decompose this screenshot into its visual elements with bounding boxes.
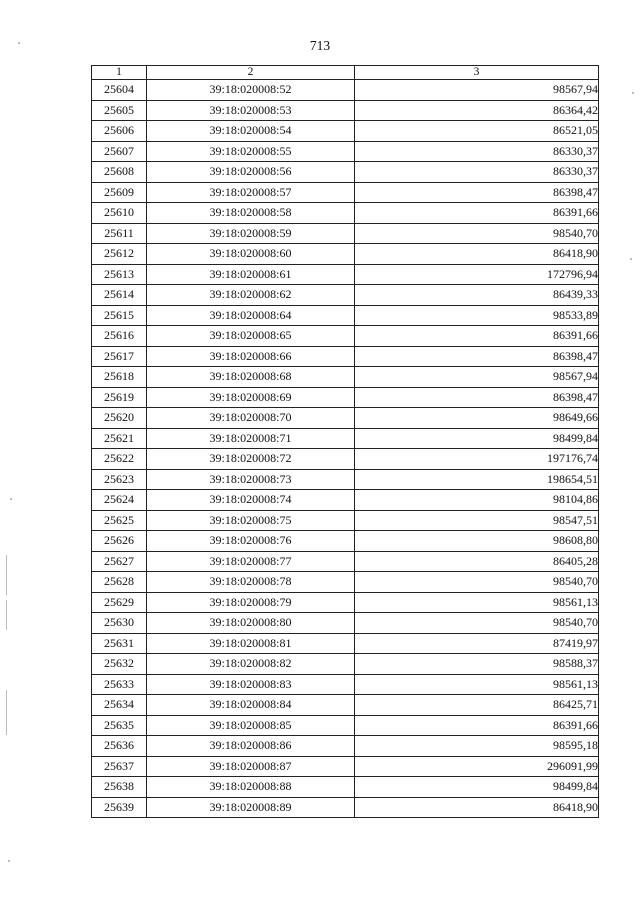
cadastral-value: 98588,37 bbox=[355, 654, 599, 675]
cadastral-value: 86398,47 bbox=[355, 182, 599, 203]
cadastral-number: 39:18:020008:52 bbox=[147, 80, 355, 101]
cadastral-number: 39:18:020008:88 bbox=[147, 777, 355, 798]
cadastral-number: 39:18:020008:89 bbox=[147, 797, 355, 818]
table-row bbox=[92, 674, 599, 695]
cadastral-number: 39:18:020008:73 bbox=[147, 469, 355, 490]
cadastral-number: 39:18:020008:64 bbox=[147, 305, 355, 326]
table-row bbox=[92, 428, 599, 449]
cadastral-number: 39:18:020008:77 bbox=[147, 551, 355, 572]
parcel-number: 25610 bbox=[92, 203, 147, 224]
table-row bbox=[92, 551, 599, 572]
land-parcel-table bbox=[91, 65, 599, 818]
table-row bbox=[92, 736, 599, 757]
table-body bbox=[92, 80, 599, 818]
cadastral-value: 98567,94 bbox=[355, 80, 599, 101]
cadastral-number: 39:18:020008:79 bbox=[147, 592, 355, 613]
parcel-number: 25605 bbox=[92, 100, 147, 121]
cadastral-number: 39:18:020008:74 bbox=[147, 490, 355, 511]
scan-margin-mark bbox=[6, 555, 7, 595]
parcel-number: 25609 bbox=[92, 182, 147, 203]
parcel-number: 25621 bbox=[92, 428, 147, 449]
cadastral-number: 39:18:020008:80 bbox=[147, 613, 355, 634]
cadastral-number: 39:18:020008:82 bbox=[147, 654, 355, 675]
parcel-number: 25628 bbox=[92, 572, 147, 593]
cadastral-value: 98499,84 bbox=[355, 777, 599, 798]
table-row bbox=[92, 654, 599, 675]
page-number: 713 bbox=[309, 38, 331, 53]
cadastral-number: 39:18:020008:65 bbox=[147, 326, 355, 347]
table-row bbox=[92, 531, 599, 552]
table-row bbox=[92, 387, 599, 408]
cadastral-value: 98104,86 bbox=[355, 490, 599, 511]
parcel-number: 25637 bbox=[92, 756, 147, 777]
scan-margin-mark bbox=[6, 690, 7, 735]
cadastral-number: 39:18:020008:58 bbox=[147, 203, 355, 224]
cadastral-number: 39:18:020008:71 bbox=[147, 428, 355, 449]
cadastral-number: 39:18:020008:83 bbox=[147, 674, 355, 695]
cadastral-number: 39:18:020008:84 bbox=[147, 695, 355, 716]
cadastral-value: 98649,66 bbox=[355, 408, 599, 429]
parcel-number: 25631 bbox=[92, 633, 147, 654]
cadastral-value: 98533,89 bbox=[355, 305, 599, 326]
cadastral-number: 39:18:020008:72 bbox=[147, 449, 355, 470]
scan-speck bbox=[632, 92, 634, 94]
cadastral-number: 39:18:020008:60 bbox=[147, 244, 355, 265]
table-row bbox=[92, 100, 599, 121]
table-row bbox=[92, 244, 599, 265]
scan-margin-mark bbox=[6, 600, 7, 630]
table-header bbox=[92, 66, 599, 80]
cadastral-value: 98540,70 bbox=[355, 613, 599, 634]
cadastral-value: 86405,28 bbox=[355, 551, 599, 572]
scan-speck bbox=[8, 860, 10, 862]
cadastral-number: 39:18:020008:78 bbox=[147, 572, 355, 593]
table-row bbox=[92, 182, 599, 203]
cadastral-number: 39:18:020008:55 bbox=[147, 141, 355, 162]
table-row bbox=[92, 141, 599, 162]
cadastral-value: 98561,13 bbox=[355, 674, 599, 695]
table-row bbox=[92, 326, 599, 347]
cadastral-number: 39:18:020008:59 bbox=[147, 223, 355, 244]
cadastral-value: 197176,74 bbox=[355, 449, 599, 470]
scan-speck bbox=[10, 498, 12, 500]
parcel-number: 25633 bbox=[92, 674, 147, 695]
cadastral-value: 98540,70 bbox=[355, 572, 599, 593]
cadastral-value: 98608,80 bbox=[355, 531, 599, 552]
table-row bbox=[92, 162, 599, 183]
cadastral-number: 39:18:020008:61 bbox=[147, 264, 355, 285]
cadastral-value: 86521,05 bbox=[355, 121, 599, 142]
cadastral-number: 39:18:020008:57 bbox=[147, 182, 355, 203]
parcel-number: 25627 bbox=[92, 551, 147, 572]
cadastral-value: 87419,97 bbox=[355, 633, 599, 654]
cadastral-value: 98547,51 bbox=[355, 510, 599, 531]
cadastral-number: 39:18:020008:75 bbox=[147, 510, 355, 531]
parcel-number: 25607 bbox=[92, 141, 147, 162]
parcel-number: 25614 bbox=[92, 285, 147, 306]
table-row bbox=[92, 777, 599, 798]
table-row bbox=[92, 305, 599, 326]
cadastral-number: 39:18:020008:81 bbox=[147, 633, 355, 654]
table-row bbox=[92, 223, 599, 244]
cadastral-number: 39:18:020008:56 bbox=[147, 162, 355, 183]
cadastral-value: 198654,51 bbox=[355, 469, 599, 490]
parcel-number: 25630 bbox=[92, 613, 147, 634]
table-row bbox=[92, 408, 599, 429]
cadastral-value: 86391,66 bbox=[355, 203, 599, 224]
parcel-number: 25638 bbox=[92, 777, 147, 798]
cadastral-number: 39:18:020008:53 bbox=[147, 100, 355, 121]
cadastral-value: 86364,42 bbox=[355, 100, 599, 121]
parcel-number: 25620 bbox=[92, 408, 147, 429]
header-col-3: 3 bbox=[355, 66, 599, 80]
header-row bbox=[92, 66, 599, 80]
table-row bbox=[92, 756, 599, 777]
scan-speck bbox=[18, 42, 20, 44]
cadastral-number: 39:18:020008:70 bbox=[147, 408, 355, 429]
cadastral-value: 86398,47 bbox=[355, 346, 599, 367]
cadastral-value: 98567,94 bbox=[355, 367, 599, 388]
parcel-number: 25626 bbox=[92, 531, 147, 552]
cadastral-value: 86330,37 bbox=[355, 162, 599, 183]
table-row bbox=[92, 469, 599, 490]
parcel-number: 25606 bbox=[92, 121, 147, 142]
parcel-number: 25611 bbox=[92, 223, 147, 244]
cadastral-value: 86391,66 bbox=[355, 715, 599, 736]
table-row bbox=[92, 592, 599, 613]
parcel-number: 25617 bbox=[92, 346, 147, 367]
cadastral-value: 98561,13 bbox=[355, 592, 599, 613]
table-row bbox=[92, 633, 599, 654]
cadastral-number: 39:18:020008:86 bbox=[147, 736, 355, 757]
cadastral-number: 39:18:020008:76 bbox=[147, 531, 355, 552]
cadastral-number: 39:18:020008:66 bbox=[147, 346, 355, 367]
cadastral-value: 86418,90 bbox=[355, 797, 599, 818]
cadastral-value: 86439,33 bbox=[355, 285, 599, 306]
cadastral-number: 39:18:020008:85 bbox=[147, 715, 355, 736]
cadastral-value: 86398,47 bbox=[355, 387, 599, 408]
cadastral-value: 98595,18 bbox=[355, 736, 599, 757]
cadastral-value: 86330,37 bbox=[355, 141, 599, 162]
table-row bbox=[92, 572, 599, 593]
scan-speck bbox=[630, 258, 632, 260]
table-row bbox=[92, 449, 599, 470]
table-row bbox=[92, 510, 599, 531]
table-row bbox=[92, 715, 599, 736]
cadastral-value: 98540,70 bbox=[355, 223, 599, 244]
table-row bbox=[92, 203, 599, 224]
header-col-1: 1 bbox=[92, 66, 147, 80]
parcel-number: 25615 bbox=[92, 305, 147, 326]
parcel-number: 25635 bbox=[92, 715, 147, 736]
cadastral-number: 39:18:020008:68 bbox=[147, 367, 355, 388]
parcel-number: 25622 bbox=[92, 449, 147, 470]
table-row bbox=[92, 121, 599, 142]
parcel-number: 25636 bbox=[92, 736, 147, 757]
cadastral-value: 86418,90 bbox=[355, 244, 599, 265]
table-row bbox=[92, 797, 599, 818]
parcel-number: 25632 bbox=[92, 654, 147, 675]
parcel-number: 25613 bbox=[92, 264, 147, 285]
table-row bbox=[92, 80, 599, 101]
cadastral-number: 39:18:020008:87 bbox=[147, 756, 355, 777]
parcel-number: 25608 bbox=[92, 162, 147, 183]
parcel-number: 25616 bbox=[92, 326, 147, 347]
cadastral-number: 39:18:020008:69 bbox=[147, 387, 355, 408]
table-row bbox=[92, 285, 599, 306]
header-col-2: 2 bbox=[147, 66, 355, 80]
cadastral-number: 39:18:020008:62 bbox=[147, 285, 355, 306]
cadastral-value: 86425,71 bbox=[355, 695, 599, 716]
cadastral-value: 98499,84 bbox=[355, 428, 599, 449]
cadastral-number: 39:18:020008:54 bbox=[147, 121, 355, 142]
parcel-number: 25639 bbox=[92, 797, 147, 818]
table-row bbox=[92, 346, 599, 367]
parcel-number: 25604 bbox=[92, 80, 147, 101]
table-row bbox=[92, 264, 599, 285]
cadastral-value: 296091,99 bbox=[355, 756, 599, 777]
parcel-number: 25634 bbox=[92, 695, 147, 716]
parcel-number: 25618 bbox=[92, 367, 147, 388]
parcel-number: 25629 bbox=[92, 592, 147, 613]
parcel-number: 25623 bbox=[92, 469, 147, 490]
parcel-number: 25619 bbox=[92, 387, 147, 408]
cadastral-value: 86391,66 bbox=[355, 326, 599, 347]
table-row bbox=[92, 367, 599, 388]
parcel-number: 25624 bbox=[92, 490, 147, 511]
table-row bbox=[92, 613, 599, 634]
parcel-number: 25612 bbox=[92, 244, 147, 265]
table-row bbox=[92, 695, 599, 716]
parcel-number: 25625 bbox=[92, 510, 147, 531]
table-row bbox=[92, 490, 599, 511]
cadastral-value: 172796,94 bbox=[355, 264, 599, 285]
